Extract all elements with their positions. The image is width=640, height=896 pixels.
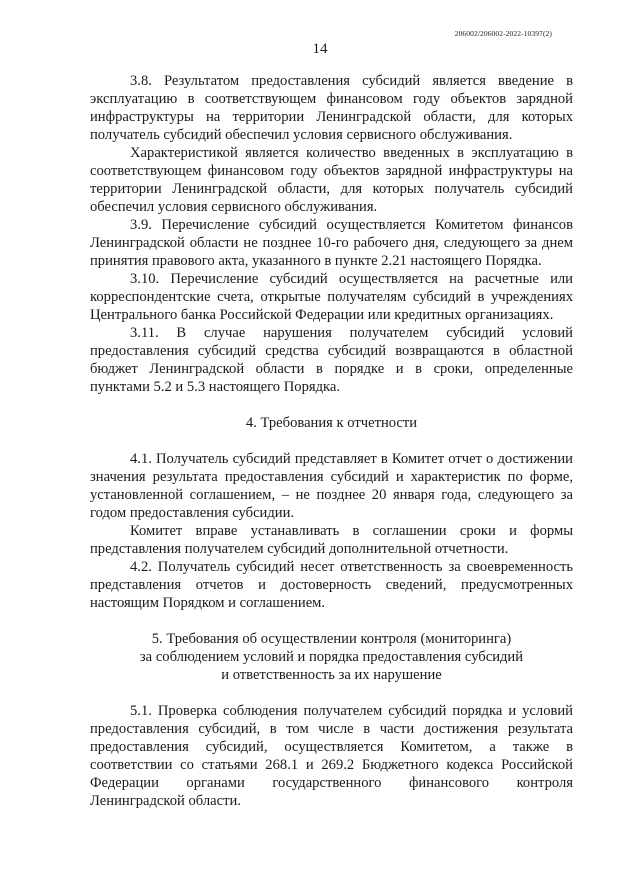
page-number: 14 <box>312 41 328 57</box>
document-body <box>90 72 573 810</box>
paragraph-4-1: 4.1. Получатель субсидий представляет в Комитет отчет о достижении значения результата предоставления субсидий и характеристик по форме, установленной соглашением, – не позднее 20 января года, следующего за годом предоставления субсидии. <box>90 451 573 521</box>
section-5-heading-line: 5. Требования об осуществлении контроля (мониторинга) <box>151 631 512 647</box>
paragraph-4-2: 4.2. Получатель субсидий несет ответственность за своевременность представления отчетов и достоверность сведений, предусмотренных настоящим Порядком и соглашением. <box>90 559 573 611</box>
document-id: 206002/206002-2022-10397(2) <box>454 29 552 38</box>
paragraph-characteristic: Характеристикой является количество введенных в эксплуатацию в соответствующем финансовом году объектов зарядной инфраструктуры на территории Ленинградской области, для которых получатель субсидий обеспечил условия сервисного обслуживания. <box>90 145 573 215</box>
paragraph-3-10: 3.10. Перечисление субсидий осуществляется на расчетные или корреспондентские счета, открытые получателям субсидий в учреждениях Центрального банка Российской Федерации или кредитных организациях. <box>90 271 573 323</box>
paragraph-5-1: 5.1. Проверка соблюдения получателем субсидий порядка и условий предоставления субсидий, в том числе в части достижения результата предоставления субсидий, осуществляется Комитетом, а также в соответствии со статьями 268.1 и 269.2 Бюджетного кодекса Российской Федерации органами государственного финансового контроля Ленинградской области. <box>90 703 573 809</box>
section-4-heading: 4. Требования к отчетности <box>245 415 418 431</box>
section-5-heading-line: за соблюдением условий и порядка предоставления субсидий <box>139 649 524 665</box>
section-5-heading-line: и ответственность за их нарушение <box>221 667 442 683</box>
paragraph-committee-rights: Комитет вправе устанавливать в соглашении сроки и формы представления получателем субсидий дополнительной отчетности. <box>90 523 573 557</box>
section-5-heading <box>90 630 573 684</box>
paragraph-3-11: 3.11. В случае нарушения получателем субсидий условий предоставления субсидий средства субсидий возвращаются в областной бюджет Ленинградской области в порядке и в сроки, определенные пунктами 5.2 и 5.3 настоящего Порядка. <box>90 325 573 395</box>
paragraph-3-9: 3.9. Перечисление субсидий осуществляется Комитетом финансов Ленинградской области не позднее 10-го рабочего дня, следующего за днем принятия правового акта, указанного в пункте 2.21 настоящего Порядка. <box>90 217 573 269</box>
paragraph-3-8: 3.8. Результатом предоставления субсидий является введение в эксплуатацию в соответствующем финансовом году объектов зарядной инфраструктуры на территории Ленинградской области, для которых получатель субсидий обеспечил условия сервисного обслуживания. <box>90 73 573 143</box>
